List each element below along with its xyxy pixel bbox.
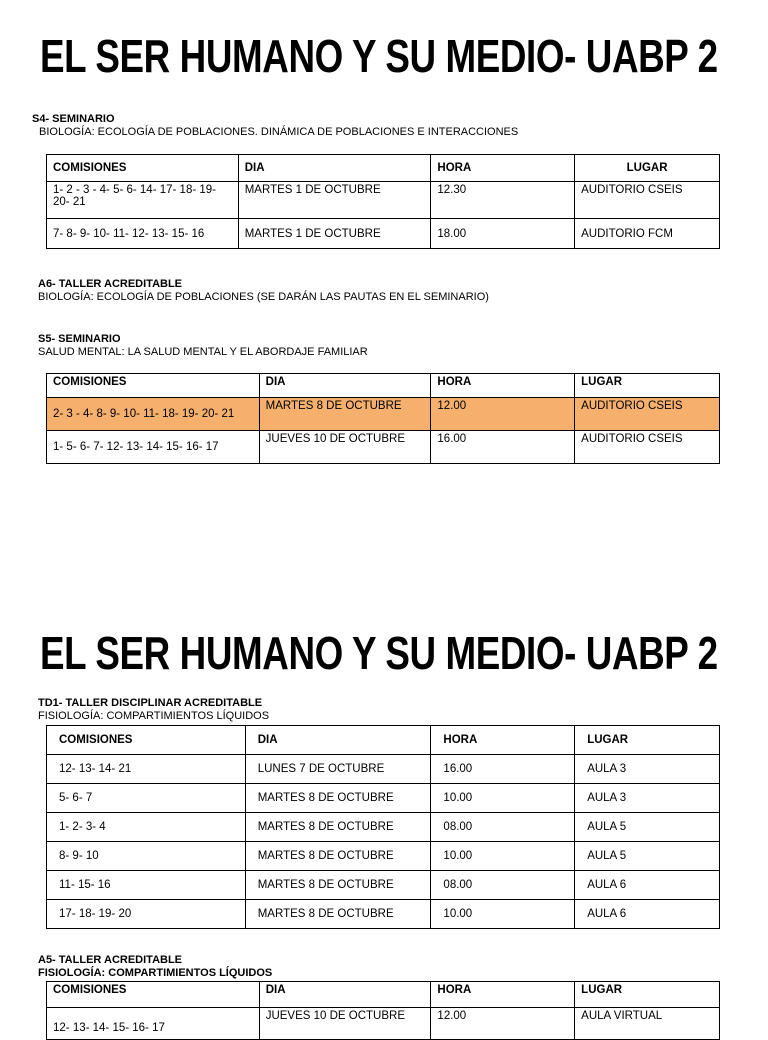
- page-title-2: EL SER HUMANO Y SU MEDIO- UABP 2: [40, 627, 718, 679]
- table-row: [47, 182, 720, 219]
- cell-hora: 16.00: [431, 431, 575, 464]
- header-comisiones: COMISIONES: [47, 726, 246, 755]
- table-header-row: [47, 155, 720, 182]
- header-comisiones: COMISIONES: [47, 155, 239, 182]
- cell-lugar: AUDITORIO FCM: [575, 219, 720, 249]
- table-row: [47, 900, 720, 929]
- cell-comisiones: 1- 5- 6- 7- 12- 13- 14- 15- 16- 17: [47, 431, 260, 464]
- td1-heading: [38, 697, 269, 723]
- page-title: EL SER HUMANO Y SU MEDIO- UABP 2: [40, 30, 718, 82]
- table-row: [47, 871, 720, 900]
- s5-heading: [38, 333, 368, 359]
- cell-comisiones: 12- 13- 14- 15- 16- 17: [47, 1008, 260, 1040]
- td1-code: TD1- TALLER DISCIPLINAR ACREDITABLE: [38, 697, 263, 709]
- a5-schedule-table: [46, 981, 720, 1040]
- s4-code: S4- SEMINARIO: [32, 113, 115, 125]
- cell-comisiones: 11- 15- 16: [47, 871, 246, 900]
- cell-hora: 16.00: [431, 755, 575, 784]
- table-header-row: [47, 982, 720, 1008]
- cell-dia: JUEVES 10 DE OCTUBRE: [259, 1008, 431, 1040]
- cell-comisiones: 2- 3 - 4- 8- 9- 10- 11- 18- 19- 20- 21: [47, 398, 260, 431]
- header-dia: DIA: [238, 155, 431, 182]
- cell-hora: 12.30: [431, 182, 575, 219]
- cell-dia: JUEVES 10 DE OCTUBRE: [259, 431, 431, 464]
- cell-hora: 12.00: [431, 398, 575, 431]
- s5-schedule-table: [46, 373, 720, 464]
- s5-description: SALUD MENTAL: LA SALUD MENTAL Y EL ABORDAJE FAMILIAR: [38, 346, 368, 358]
- cell-lugar: AUDITORIO CSEIS: [575, 182, 720, 219]
- cell-comisiones: 1- 2 - 3 - 4- 5- 6- 14- 17- 18- 19- 20- 21: [47, 182, 239, 219]
- table-row: [47, 784, 720, 813]
- table-row: [47, 755, 720, 784]
- cell-comisiones: 17- 18- 19- 20: [47, 900, 246, 929]
- cell-hora: 10.00: [431, 784, 575, 813]
- cell-dia: MARTES 8 DE OCTUBRE: [245, 871, 431, 900]
- cell-dia: MARTES 8 DE OCTUBRE: [245, 813, 431, 842]
- cell-hora: 18.00: [431, 219, 575, 249]
- table-row: [47, 842, 720, 871]
- header-dia: DIA: [245, 726, 431, 755]
- header-comisiones: COMISIONES: [47, 374, 260, 398]
- cell-comisiones: 8- 9- 10: [47, 842, 246, 871]
- cell-lugar: AUDITORIO CSEIS: [575, 398, 720, 431]
- cell-hora: 10.00: [431, 900, 575, 929]
- cell-lugar: AULA VIRTUAL: [575, 1008, 720, 1040]
- header-lugar: LUGAR: [575, 982, 720, 1008]
- header-lugar: LUGAR: [575, 374, 720, 398]
- header-lugar: LUGAR: [575, 155, 720, 182]
- header-dia: DIA: [259, 374, 431, 398]
- cell-comisiones: 7- 8- 9- 10- 11- 12- 13- 15- 16: [47, 219, 239, 249]
- cell-dia: MARTES 8 DE OCTUBRE: [259, 398, 431, 431]
- a5-code: A5- TALLER ACREDITABLE: [38, 954, 183, 966]
- cell-dia: LUNES 7 DE OCTUBRE: [245, 755, 431, 784]
- table-header-row: [47, 374, 720, 398]
- cell-lugar: AULA 6: [575, 871, 720, 900]
- header-hora: HORA: [431, 374, 575, 398]
- a5-heading: [38, 954, 272, 980]
- table-row: [47, 431, 720, 464]
- cell-dia: MARTES 1 DE OCTUBRE: [238, 219, 431, 249]
- cell-lugar: AULA 6: [575, 900, 720, 929]
- header-hora: HORA: [431, 726, 575, 755]
- cell-dia: MARTES 8 DE OCTUBRE: [245, 842, 431, 871]
- header-lugar: LUGAR: [575, 726, 720, 755]
- table-row: [47, 219, 720, 249]
- table-header-row: [47, 726, 720, 755]
- table-row: [47, 813, 720, 842]
- a6-code: A6- TALLER ACREDITABLE: [38, 278, 183, 290]
- a6-heading: [38, 278, 489, 304]
- cell-lugar: AULA 5: [575, 813, 720, 842]
- s4-description: BIOLOGÍA: ECOLOGÍA DE POBLACIONES. DINÁMICA DE POBLACIONES E INTERACCIONES: [39, 126, 519, 138]
- table-row-highlighted: [47, 398, 720, 431]
- a5-description: FISIOLOGÍA: COMPARTIMIENTOS LÍQUIDOS: [38, 967, 273, 979]
- s4-heading: [32, 113, 518, 139]
- cell-lugar: AULA 5: [575, 842, 720, 871]
- cell-hora: 10.00: [431, 842, 575, 871]
- header-hora: HORA: [431, 155, 575, 182]
- cell-lugar: AULA 3: [575, 755, 720, 784]
- cell-hora: 08.00: [431, 813, 575, 842]
- header-dia: DIA: [259, 982, 431, 1008]
- a6-description: BIOLOGÍA: ECOLOGÍA DE POBLACIONES (SE DARÁN LAS PAUTAS EN EL SEMINARIO): [38, 291, 489, 303]
- cell-comisiones: 12- 13- 14- 21: [47, 755, 246, 784]
- cell-lugar: AULA 3: [575, 784, 720, 813]
- s4-schedule-table: [46, 154, 720, 249]
- cell-dia: MARTES 8 DE OCTUBRE: [245, 784, 431, 813]
- header-comisiones: COMISIONES: [47, 982, 260, 1008]
- header-hora: HORA: [431, 982, 575, 1008]
- cell-comisiones: 1- 2- 3- 4: [47, 813, 246, 842]
- cell-lugar: AUDITORIO CSEIS: [575, 431, 720, 464]
- cell-comisiones: 5- 6- 7: [47, 784, 246, 813]
- cell-hora: 12.00: [431, 1008, 575, 1040]
- td1-schedule-table: [46, 725, 720, 929]
- s5-code: S5- SEMINARIO: [38, 333, 121, 345]
- td1-description: FISIOLOGÍA: COMPARTIMIENTOS LÍQUIDOS: [38, 710, 270, 722]
- cell-hora: 08.00: [431, 871, 575, 900]
- cell-dia: MARTES 1 DE OCTUBRE: [238, 182, 431, 219]
- cell-dia: MARTES 8 DE OCTUBRE: [245, 900, 431, 929]
